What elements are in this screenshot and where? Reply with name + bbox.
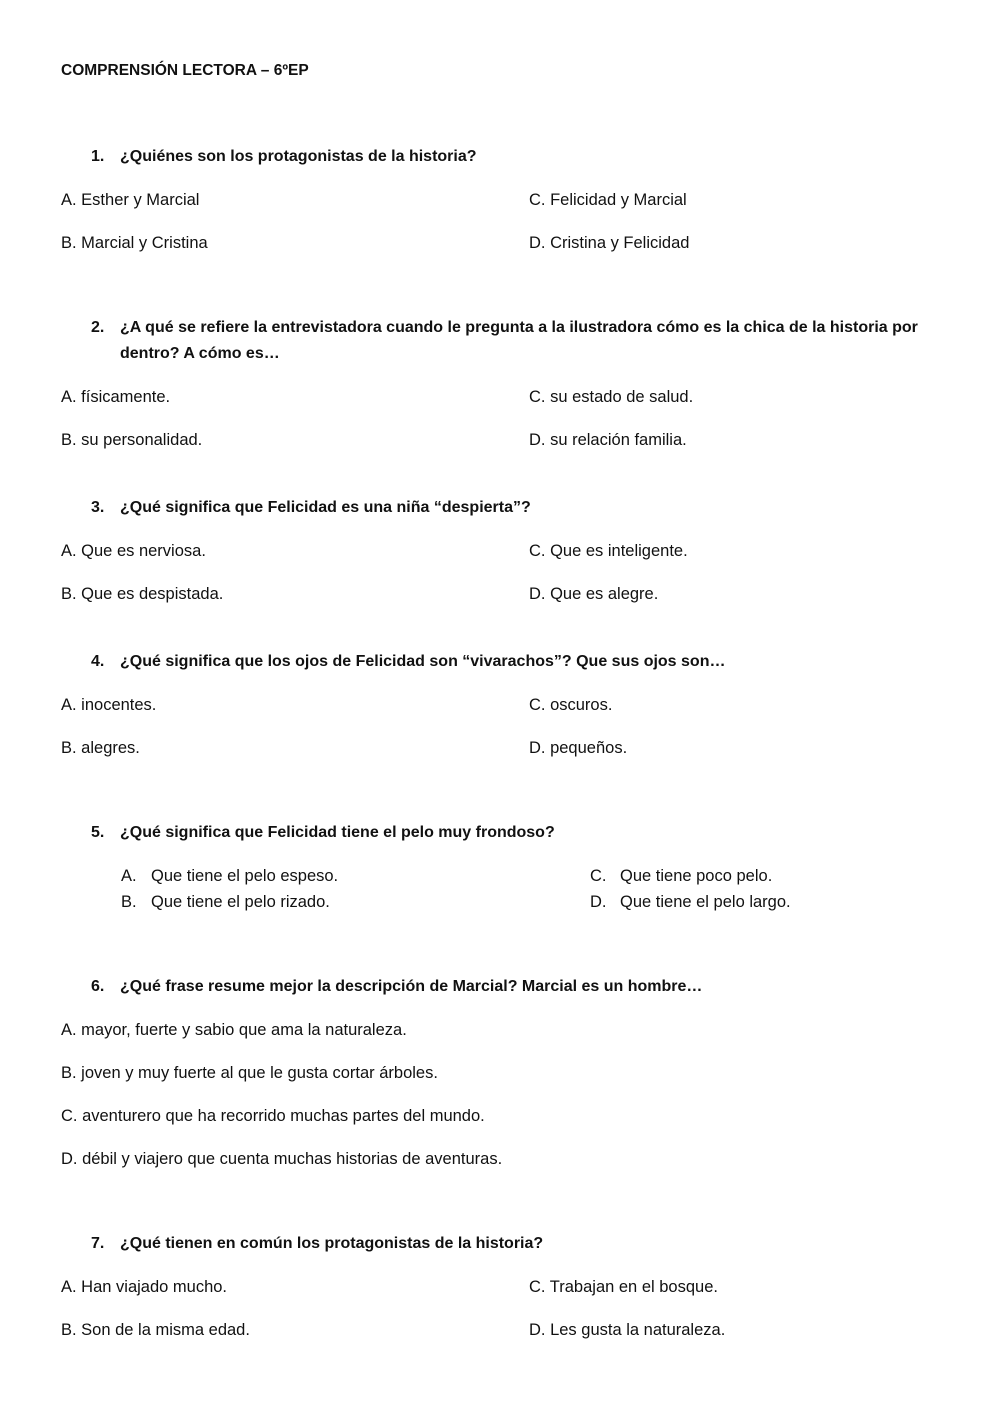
- page-title: COMPRENSIÓN LECTORA – 6ºEP: [61, 62, 309, 79]
- option-c[interactable]: [590, 866, 772, 886]
- option-c[interactable]: C. Felicidad y Marcial: [529, 191, 687, 209]
- question-text: ¿Qué significa que Felicidad es una niña “despierta”?: [120, 499, 531, 516]
- question-number: 2.: [91, 319, 105, 336]
- option-d[interactable]: D. Cristina y Felicidad: [529, 234, 690, 252]
- option-b[interactable]: B. Que es despistada.: [61, 585, 224, 603]
- option-text: Que tiene poco pelo.: [620, 867, 773, 885]
- option-letter: B.: [121, 893, 137, 911]
- question-number: 3.: [91, 499, 105, 516]
- option-c[interactable]: C. Que es inteligente.: [529, 542, 688, 560]
- option-c[interactable]: C. oscuros.: [529, 696, 613, 714]
- option-letter: C.: [590, 867, 607, 885]
- question-4: [91, 649, 931, 675]
- question-2: [91, 315, 931, 367]
- question-text: ¿Qué significa que Felicidad tiene el pelo muy frondoso?: [120, 824, 555, 841]
- option-d[interactable]: D. débil y viajero que cuenta muchas historias de aventuras.: [61, 1150, 503, 1168]
- question-text: ¿Qué tienen en común los protagonistas de la historia?: [120, 1235, 544, 1252]
- question-number: 4.: [91, 653, 105, 670]
- question-text: ¿Qué significa que los ojos de Felicidad son “vivarachos”? Que sus ojos son…: [120, 653, 726, 670]
- option-b[interactable]: [121, 892, 330, 912]
- question-5: [91, 820, 931, 846]
- option-a[interactable]: A. inocentes.: [61, 696, 157, 714]
- question-number: 7.: [91, 1235, 105, 1252]
- option-b[interactable]: B. Marcial y Cristina: [61, 234, 208, 252]
- option-b[interactable]: B. alegres.: [61, 739, 140, 757]
- option-a[interactable]: A. Que es nerviosa.: [61, 542, 206, 560]
- option-c[interactable]: C. aventurero que ha recorrido muchas partes del mundo.: [61, 1107, 485, 1125]
- option-c[interactable]: C. su estado de salud.: [529, 388, 694, 406]
- question-number: 1.: [91, 148, 105, 165]
- question-text: ¿A qué se refiere la entrevistadora cuando le pregunta a la ilustradora cómo es la chica de la historia por dentro? A cómo es…: [120, 319, 918, 362]
- question-text: ¿Qué frase resume mejor la descripción de Marcial? Marcial es un hombre…: [120, 978, 703, 995]
- option-b[interactable]: B. su personalidad.: [61, 431, 203, 449]
- option-a[interactable]: A. físicamente.: [61, 388, 171, 406]
- option-text: Que tiene el pelo largo.: [620, 893, 791, 911]
- question-number: 6.: [91, 978, 105, 995]
- question-3: [91, 495, 931, 521]
- option-d[interactable]: D. Que es alegre.: [529, 585, 659, 603]
- question-6: [91, 974, 931, 1000]
- option-a[interactable]: A. Esther y Marcial: [61, 191, 200, 209]
- option-d[interactable]: D. su relación familia.: [529, 431, 687, 449]
- question-1: [91, 144, 931, 170]
- option-a[interactable]: [121, 866, 338, 886]
- question-text: ¿Quiénes son los protagonistas de la historia?: [120, 148, 477, 165]
- option-a[interactable]: A. mayor, fuerte y sabio que ama la naturaleza.: [61, 1021, 407, 1039]
- option-text: Que tiene el pelo espeso.: [151, 867, 339, 885]
- option-a[interactable]: A. Han viajado mucho.: [61, 1278, 228, 1296]
- option-b[interactable]: B. joven y muy fuerte al que le gusta cortar árboles.: [61, 1064, 438, 1082]
- question-number: 5.: [91, 824, 105, 841]
- option-b[interactable]: B. Son de la misma edad.: [61, 1321, 250, 1339]
- option-letter: D.: [590, 893, 607, 911]
- option-d[interactable]: D. pequeños.: [529, 739, 628, 757]
- option-d[interactable]: D. Les gusta la naturaleza.: [529, 1321, 726, 1339]
- option-d[interactable]: [590, 892, 791, 912]
- option-letter: A.: [121, 867, 137, 885]
- question-7: [91, 1231, 931, 1257]
- option-text: Que tiene el pelo rizado.: [151, 893, 330, 911]
- option-c[interactable]: C. Trabajan en el bosque.: [529, 1278, 718, 1296]
